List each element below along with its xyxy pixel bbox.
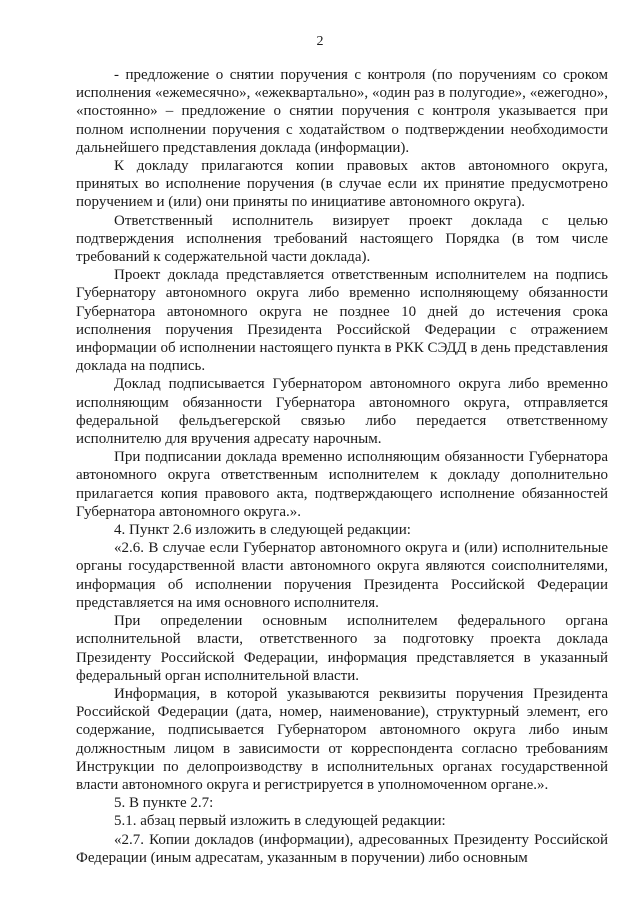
page-number: 2 [316,34,324,49]
paragraph-clause-2-7: «2.7. Копии докладов (информации), адресованных Президенту Российской Федерации (иным адресатам, указанным в поручении) либо основным [76,831,608,866]
paragraph-information-details: Информация, в которой указываются реквизиты поручения Президента Российской Федерации (дата, номер, наименование), структурный элемент, его содержание, подписывается Губернатором автономного округа либо иным должностным лицом в зависимости от корреспондента согласно требованиям Инструкции по делопроизводству в исполнительных органах государственной власти автономного округа и регистрируется в уполномоченном органе.». [76,685,608,793]
paragraph-clause-2-6: «2.6. В случае если Губернатор автономного округа и (или) исполнительные органы государственной власти автономного округа являются соисполнителями, информация об исполнении поручения Президента Российской Федерации представляется на имя основного исполнителя. [76,540,608,611]
paragraph-signing: Доклад подписывается Губернатором автономного округа либо временно исполняющим обязанности Губернатора автономного округа, отправляется федеральной фельдъегерской связью либо передается ответственному исполнителю для вручения адресату нарочным. [76,376,608,448]
paragraph-item-5-1: 5.1. абзац первый изложить в следующей редакции: [114,813,446,830]
paragraph-acting-governor: При подписании доклада временно исполняющим обязанности Губернатора автономного округа ответственным исполнителем к докладу дополнительно прилагается копия правового акта, подтверждающего исполнение обязанностей Губернатора автономного округа.». [76,449,608,520]
paragraph-attachments: К докладу прилагаются копии правовых актов автономного округа, принятых во исполнение поручения (в случае если их принятие предусмотрено поручением и (или) они приняты по инициативе автономного округа). [76,158,608,211]
paragraph-item-4: 4. Пункт 2.6 изложить в следующей редакции: [114,522,411,539]
paragraph-visa: Ответственный исполнитель визирует проект доклада с целью подтверждения исполнения требований настоящего Порядка (в том числе требований к содержательной части доклада). [76,212,608,266]
paragraph-draft-submission: Проект доклада представляется ответственным исполнителем на подпись Губернатору автономного округа либо временно исполняющему обязанности Губернатора автономного округа не позднее 10 дней до истечения срока исполнения поручения Президента Российской Федерации с отражением информации об исполнении настоящего пункта в РКК СЭДД в день представления доклада на подпись. [76,267,608,375]
paragraph-federal-body: При определении основным исполнителем федерального органа исполнительной власти, ответственного за подготовку проекта доклада Президенту Российской Федерации, информация представляется в указанный федеральный орган исполнительной власти. [76,613,608,684]
paragraph-item-5: 5. В пункте 2.7: [114,795,214,812]
document-body [76,66,608,867]
paragraph-removal-proposal: - предложение о снятии поручения с контроля (по поручениям со сроком исполнения «ежемесячно», «ежеквартально», «один раз в полугодие», «ежегодно», «постоянно» – предложение о снятии поручения с контроля указывается при полном исполнении поручения с ходатайством о подтверждении необходимости дальнейшего представления доклада (информации). [76,67,608,156]
